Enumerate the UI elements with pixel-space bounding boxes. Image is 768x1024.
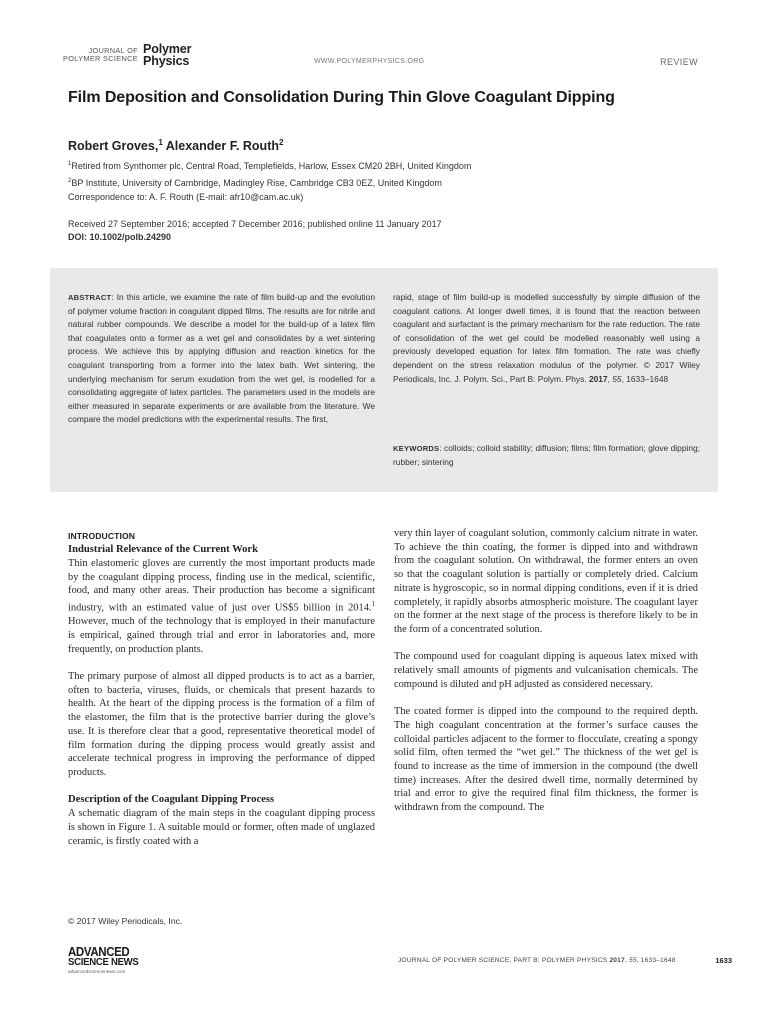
journal-logo — [63, 42, 218, 68]
author-name: Robert Groves, — [68, 139, 159, 154]
abstract-text-part1: : In this article, we examine the rate of film build-up and the evolution of polymer volume fraction in coagulant dipped films. The results are for nitrile and natural rubber compounds. We describe a model for the build-up of a latex film that coagulates onto a former as a wet gel and consolidates by a wet sintering process. We achieve this by applying diffusion and reaction kinetics for the coagulant transporting from a former into the latex bath. Wet sintering, the underlying mechanism for serum exudation from the wet gel, is modelled for a consolidating aggregate of latex particles. The parameters used in the models are either measured in separate experiments or are available from the literature. We compare the model predictions with the experimental results. The first, — [68, 292, 375, 425]
received-dates: Received 27 September 2016; accepted 7 December 2016; published online 11 January 2017 — [68, 219, 442, 229]
page-number: 1633 — [715, 956, 732, 965]
abstract-label: ABSTRACT — [68, 293, 112, 302]
author-name: Alexander F. Routh — [165, 139, 279, 154]
body-left-column — [68, 530, 375, 849]
journal-logo-polymer: Polymer — [143, 42, 192, 56]
affiliation-line: $^2$BP Institute, University of Cambridge, Madingley Rise, Cambridge CB3 0EZ, United Kingdom — [68, 177, 442, 188]
affiliations — [68, 157, 471, 205]
keywords-text: : colloids; colloid stability; diffusion; films; film formation; glove dipping; rubber; sintering — [393, 443, 700, 467]
publisher-url[interactable]: advancedsciencenews.com — [68, 969, 126, 974]
journal-logo-line2: POLYMER SCIENCE — [63, 54, 138, 63]
body-paragraph: The coated former is dipped into the compound to the required depth. The high coagulant concentration at the former’s surface causes the colloidal particles adjacent to the former to flocculate, creating a spongy solid film, often termed the “wet gel.” The thickness of the wet gel is found to increase as the time of immersion in the compound (the dwell time) increases. After the desired dwell time, normally determined by trial and error to give the required final film thickness, the former is withdrawn from the compound. The — [394, 706, 698, 814]
body-paragraph: Thin elastomeric gloves are currently the most important products made by the coagulant dipping process, finding use in the medical, scientific, food, and many other areas. Their production has become a significant industry, with an estimated value of just over US$5 billion in 2014.$^1$ However, much of the technology that is employed in their manufacture is empirical, gained through trial and error in laboratories and, more frequently, on production plants. — [68, 558, 375, 655]
abstract-box — [50, 268, 718, 492]
keywords-block — [393, 442, 700, 469]
correspondence-line[interactable]: Correspondence to: A. F. Routh (E-mail: afr10@cam.ac.uk) — [68, 192, 304, 202]
article-title: Film Deposition and Consolidation During Thin Glove Coagulant Dipping — [68, 89, 615, 106]
reference-marker[interactable]: 1 — [371, 600, 375, 609]
copyright-notice: © 2017 Wiley Periodicals, Inc. — [68, 916, 183, 926]
abstract-text-part2: rapid, stage of film build-up is modelled successfully by simple diffusion of the coagulant cations. At longer dwell times, it is found that the reaction between coagulant and surfactant is the primary mechanism for the rate reduction. The rate of consolidation of the wet gel could be modelled reasonably well using a previously developed equation for latex film formation. The rate was chiefly dependent on the stress relaxation modulus of the polymer. © 2017 Wiley Periodicals, Inc. J. Polym. Sci., Part B: Polym. Phys. — [393, 292, 700, 384]
citation-pages: , 1633–1648 — [621, 373, 669, 384]
subsection-heading: Description of the Coagulant Dipping Process — [68, 794, 275, 806]
publisher-logo-line1: ADVANCED — [68, 945, 130, 959]
doi-link[interactable]: DOI: 10.1002/polb.24290 — [68, 231, 172, 242]
journal-logo-left — [63, 47, 138, 63]
citation-volume: 55 — [612, 373, 622, 384]
author-affil-marker: 2 — [279, 138, 284, 147]
subsection-heading: Industrial Relevance of the Current Work — [68, 544, 258, 555]
affiliation-line: $^1$Retired from Synthomer plc, Central Road, Templefields, Harlow, Essex CM20 2BH, United Kingdom — [68, 161, 472, 171]
body-paragraph: The compound used for coagulant dipping is aqueous latex mixed with relatively small amounts of pigments and vulcanisation chemicals. The compound is diluted and pH adjusted as considered necessary. — [394, 651, 698, 690]
body-paragraph: very thin layer of coagulant solution, commonly calcium nitrate in water. To achieve the thin coating, the former is dipped into and withdrawn from the coagulant solution. On withdrawal, the former enters an oven so that the coagulant solution is partially or completely dried. Calcium nitrate is hygroscopic, so in normal dipping conditions, even if it is dried completely, it rapidly absorbs atmospheric moisture. The coagulant layer on the former at the next stage of the process is therefore likely to be in the form of a concentrated solution. — [394, 528, 698, 635]
author-list — [68, 138, 283, 153]
author-affil-marker: 1 — [158, 138, 163, 147]
body-paragraph: The primary purpose of almost all dipped products is to act as a barrier, often to bacteria, viruses, fluids, or chemicals that present hazards to health. At the heart of the dipping process is the formation of a film of the elastomer, the film that is the protective barrier during the glove’s use. It is therefore clear that a good, representative theoretical model of film formation during the dipping process would greatly assist and accelerate technical progress in improving the performance of dipped products. — [68, 671, 375, 778]
journal-logo-line1: JOURNAL OF — [88, 46, 138, 55]
publisher-logo-line2: SCIENCE NEWS — [68, 957, 139, 968]
advanced-science-news-logo — [68, 947, 162, 977]
article-type-label: REVIEW — [660, 57, 698, 67]
journal-website-link[interactable]: WWW.POLYMERPHYSICS.ORG — [314, 58, 425, 65]
journal-logo-physics: Physics — [143, 53, 190, 68]
citation-year: 2017 — [588, 373, 608, 384]
body-right-column — [394, 527, 698, 815]
keywords-label: KEYWORDS — [393, 444, 440, 453]
section-heading-introduction: INTRODUCTION — [68, 531, 136, 541]
abstract-left-column — [68, 291, 375, 427]
footer-journal-citation: JOURNAL OF POLYMER SCIENCE, PART B: POLYMER PHYSICS 2017, 55, 1633–1648 — [398, 957, 676, 964]
abstract-right-column: rapid, stage of film build-up is modelled successfully by simple diffusion of the coagulant cations. At longer dwell times, it is found that the reaction between coagulant and surfactant is the primary mechanism for the rate reduction. The rate of consolidation of the wet gel could be modelled reasonably well using a previously developed equation for latex film formation. The rate was chiefly dependent on the stress relaxation modulus of the polymer. © 2017 Wiley Periodicals, Inc. J. Polym. Sci., Part B: Polym. Phys. 2017, 55, 1633–1648 — [393, 292, 700, 384]
journal-logo-right — [143, 44, 191, 67]
body-paragraph: A schematic diagram of the main steps in the coagulant dipping process is shown in Figure 1. A suitable mould or former, often made of unglazed ceramic, is firstly coated with a — [68, 808, 375, 847]
publication-history — [68, 218, 442, 243]
